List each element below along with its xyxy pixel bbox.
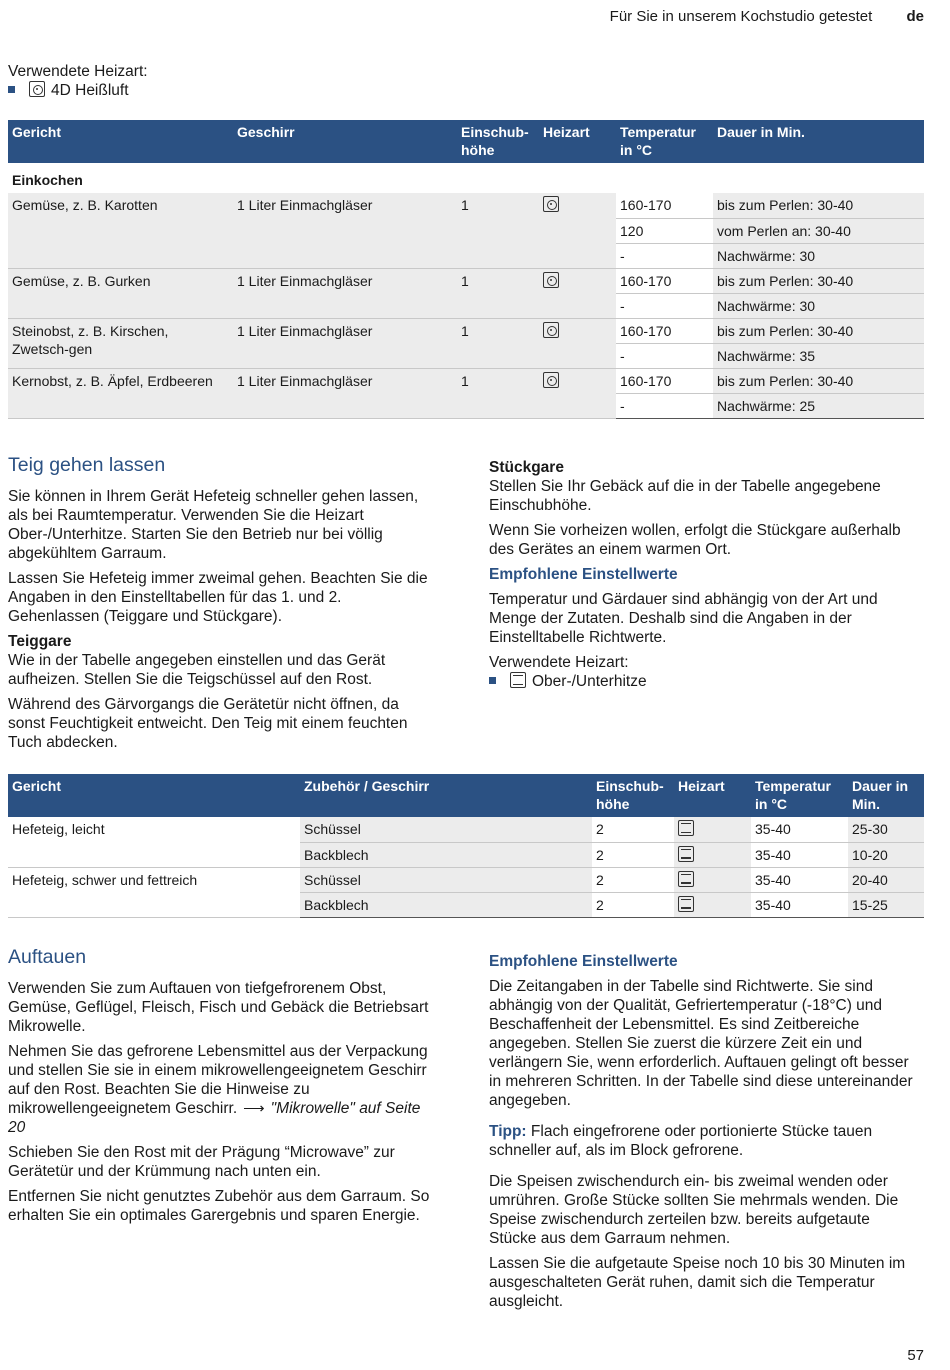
header-language: de [906,8,924,25]
table-row [8,867,924,892]
cell-accessory: Backblech [300,892,592,917]
category-label: Einkochen [12,172,83,188]
section-title-teig: Teig gehen lassen [8,454,166,476]
cell-temperature: 160-170 [616,268,713,293]
col-header: Einschub-höhe [457,120,539,163]
cell-temperature: - [616,243,713,268]
einkochen-table [8,120,924,419]
auftauen-p2-text: Nehmen Sie das gefrorene Lebensmittel aus der Verpackung und stellen Sie sie in einem mikrowellengeeignetem Geschirr auf den Rost. Beachten Sie die Hinweise zu mikrowellengeeignetem Geschirr. [8,1043,428,1117]
cell-temperature: 120 [616,218,713,243]
cell-duration: Nachwärme: 35 [713,343,924,368]
cell-duration: Nachwärme: 25 [713,393,924,418]
cell-accessory: Schüssel [300,817,592,842]
cell-temperature: - [616,343,713,368]
auftauen-paragraph: Entfernen Sie nicht genutztes Zubehör aus dem Garraum. So erhalten Sie ein optimales Garergebnis und sparen Energie. [8,1188,430,1224]
intro-heating-mode [8,62,148,100]
empfohlene-title: Empfohlene Einstellwerte [489,953,678,970]
cell-level: 1 [457,318,539,368]
cell-duration: Nachwärme: 30 [713,293,924,318]
teig-paragraph: Sie können in Ihrem Gerät Hefeteig schneller gehen lassen, als bei Raumtemperatur. Verwenden Sie die Heizart Ober-/Unterhitze. Starten Sie den Betrieb nur bei völlig abgekühltem Garraum. [8,488,419,562]
page-header [610,8,924,25]
table-row [8,318,924,343]
cell-duration: 15-25 [848,892,924,917]
heizart-label: Verwendete Heizart: [489,654,629,671]
header-subtitle: Für Sie in unserem Kochstudio getestet [609,8,873,25]
table-header-row [8,120,924,163]
teig-right-column [489,458,921,691]
cell-level: 2 [592,892,674,917]
auftauen-right-column [489,948,921,1317]
fan-heat-icon [543,196,559,212]
cell-level: 1 [457,193,539,268]
cell-duration: 10-20 [848,842,924,867]
cell-heat-mode [674,867,751,892]
teig-paragraph: Lassen Sie Hefeteig immer zweimal gehen. Beachten Sie die Angaben in den Einstelltabellen für das 1. und 2. Gehenlassen (Teiggare und Stückgare). [8,570,428,625]
col-header: Temperatur in °C [751,774,848,817]
arrow-right-icon: ⟶ [243,1100,265,1117]
col-header: Temperatur in °C [616,120,713,163]
top-bottom-heat-icon [510,672,526,688]
col-header: Heizart [539,120,616,163]
top-bottom-heat-icon [678,846,694,862]
category-row [8,163,924,193]
cell-accessory: Backblech [300,842,592,867]
table-row [8,368,924,393]
cell-duration: bis zum Perlen: 30-40 [713,268,924,293]
teig-table [8,774,924,918]
bullet-icon [8,86,15,93]
cell-temperature: 35-40 [751,842,848,867]
auftauen-paragraph [8,1042,438,1137]
cell-dish: Kernobst, z. B. Äpfel, Erdbeeren [8,368,233,418]
cell-duration: Nachwärme: 30 [713,243,924,268]
auftauen-left-column [8,948,438,1231]
table-header-row [8,774,924,817]
cell-heat-mode [539,193,616,268]
cell-dish-ware: 1 Liter Einmachgläser [233,368,457,418]
top-bottom-heat-icon [678,871,694,887]
page-number: 57 [907,1347,924,1364]
auftauen-paragraph: Lassen Sie die aufgetaute Speise noch 10 bis 30 Minuten im ausgeschalteten Gerät ruhen, damit sich die Temperatur ausgleicht. [489,1255,906,1310]
fan-heat-icon [543,372,559,388]
col-header: Gericht [8,120,233,163]
cell-temperature: 35-40 [751,817,848,842]
cell-duration: 25-30 [848,817,924,842]
table-row [8,817,924,842]
cell-duration: bis zum Perlen: 30-40 [713,193,924,218]
col-header: Heizart [674,774,751,817]
cell-dish: Hefeteig, leicht [8,817,300,867]
cell-temperature: 160-170 [616,368,713,393]
cell-temperature: 160-170 [616,318,713,343]
heizart-line [489,672,921,691]
cell-heat-mode [539,268,616,318]
cell-temperature: - [616,293,713,318]
cell-duration: bis zum Perlen: 30-40 [713,368,924,393]
cell-dish: Gemüse, z. B. Karotten [8,193,233,268]
cell-heat-mode [539,318,616,368]
cell-level: 1 [457,268,539,318]
intro-label: Verwendete Heizart: [8,63,148,80]
empfohlene-paragraph: Temperatur und Gärdauer sind abhängig von der Art und Menge der Zutaten. Deshalb sind die Angaben in der Einstelltabelle Richtwerte. [489,591,878,646]
cell-temperature: 160-170 [616,193,713,218]
table-row [8,193,924,218]
intro-mode: 4D Heißluft [51,82,129,99]
cell-dish: Gemüse, z. B. Gurken [8,268,233,318]
col-header: Dauer in Min. [848,774,924,817]
cell-duration: vom Perlen an: 30-40 [713,218,924,243]
stueckgare-paragraph: Stellen Sie Ihr Gebäck auf die in der Tabelle angegebene Einschubhöhe. [489,478,881,514]
col-header: Einschub-höhe [592,774,674,817]
teiggare-paragraph: Wie in der Tabelle angegeben einstellen und das Gerät aufheizen. Stellen Sie die Teigschüssel auf den Rost. [8,652,386,688]
heizart-mode: Ober-/Unterhitze [532,673,647,690]
teig-left-column [8,456,433,758]
cell-level: 2 [592,817,674,842]
stueckgare-title: Stückgare [489,459,564,476]
top-bottom-heat-icon [678,896,694,912]
cell-heat-mode [674,892,751,917]
col-header: Gericht [8,774,300,817]
cell-accessory: Schüssel [300,867,592,892]
cell-dish-ware: 1 Liter Einmachgläser [233,268,457,318]
empfohlene-title: Empfohlene Einstellwerte [489,566,678,583]
bullet-icon [489,677,496,684]
teiggare-paragraph: Während des Gärvorgangs die Gerätetür nicht öffnen, da sonst Feuchtigkeit entweicht. Den Teig mit einem feuchten Tuch abdecken. [8,696,408,751]
cell-duration: bis zum Perlen: 30-40 [713,318,924,343]
auftauen-paragraph: Schieben Sie den Rost mit der Prägung “Microwave” zur Gerätetür und der Krümmung nach unten ein. [8,1144,395,1180]
cell-heat-mode [674,842,751,867]
tipp-text: Flach eingefrorene oder portionierte Stücke tauen schneller auf, als im Block gefrorene. [489,1123,873,1159]
page-reference-link[interactable]: "Mikrowelle" auf Seite 20 [8,1100,421,1136]
section-title-auftauen: Auftauen [8,946,87,968]
cell-level: 2 [592,842,674,867]
col-header: Geschirr [233,120,457,163]
cell-level: 1 [457,368,539,418]
auftauen-paragraph: Verwenden Sie zum Auftauen von tiefgefrorenem Obst, Gemüse, Geflügel, Fleisch, Fisch und Gebäck die Betriebsart Mikrowelle. [8,980,429,1035]
col-header: Zubehör / Geschirr [300,774,592,817]
cell-heat-mode [674,817,751,842]
tipp-label: Tipp: [489,1123,527,1140]
cell-temperature: - [616,393,713,418]
cell-temperature: 35-40 [751,867,848,892]
cell-temperature: 35-40 [751,892,848,917]
teiggare-title: Teiggare [8,633,72,650]
stueckgare-paragraph: Wenn Sie vorheizen wollen, erfolgt die Stückgare außerhalb des Gerätes an einem warmen Ort. [489,522,901,558]
cell-dish-ware: 1 Liter Einmachgläser [233,318,457,368]
empfohlene-paragraph: Die Zeitangaben in der Tabelle sind Richtwerte. Sie sind abhängig von der Qualität, Gefriertemperatur (-18°C) und Beschaffenheit der Lebensmittel. Es sind Zeitbereiche angegeben. Stellen Sie zuerst die kürzere Zeit ein und verlängern Sie, wenn erforderlich. Auftauen gelingt oft besser in mehreren Schritten. In der Tabelle sind diese untereinander angegeben. [489,978,913,1109]
cell-dish-ware: 1 Liter Einmachgläser [233,193,457,268]
top-bottom-heat-icon [678,820,694,836]
fan-heat-icon [543,322,559,338]
fan-heat-icon [29,81,45,97]
auftauen-paragraph: Die Speisen zwischendurch ein- bis zweimal wenden oder umrühren. Große Stücke sollten Sie mehrmals wenden. Die Speise zwischendurch zerteilen bzw. bereits aufgetaute Stücke aus dem Garraum nehmen. [489,1173,899,1247]
col-header: Dauer in Min. [713,120,924,163]
cell-dish: Steinobst, z. B. Kirschen, Zwetsch-gen [8,318,233,368]
intro-mode-line [8,81,148,100]
table-row [8,268,924,293]
tipp-paragraph [489,1122,921,1160]
cell-dish: Hefeteig, schwer und fettreich [8,867,300,917]
cell-duration: 20-40 [848,867,924,892]
fan-heat-icon [543,272,559,288]
cell-heat-mode [539,368,616,418]
cell-level: 2 [592,867,674,892]
